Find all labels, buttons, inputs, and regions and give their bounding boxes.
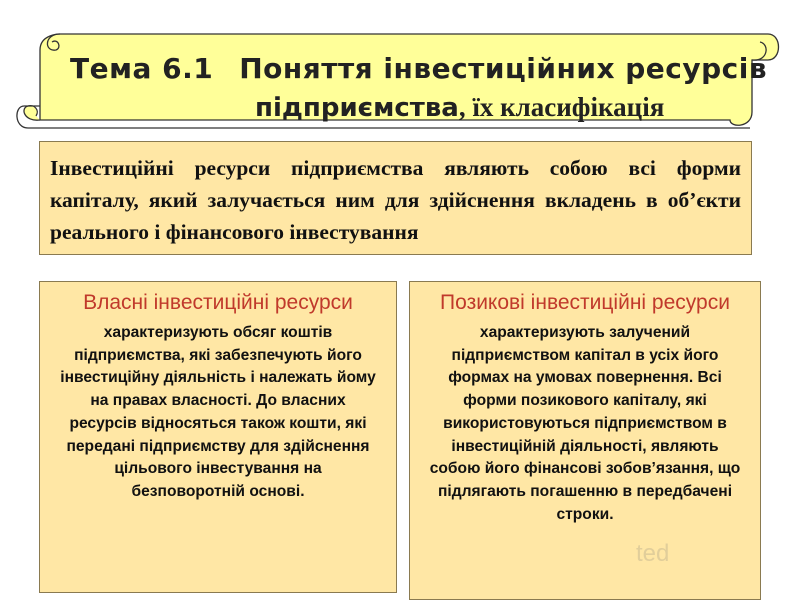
page-title-line2	[255, 92, 664, 123]
topic-number: Тема 6.1	[70, 52, 214, 85]
page-title-line1	[70, 52, 767, 85]
definition-box: Інвестиційні ресурси підприємства являють собою всі форми капіталу, який залучається ним для здійснення вкладень в об’єкти реального і фінансового інвестування	[39, 141, 752, 255]
own-resources-box	[39, 281, 397, 593]
own-resources-text: характеризують обсяг коштів підприємства, які забезпечують його інвестиційну діяльність і належать йому на правах власності. До власних ресурсів відносяться також кошти, які передані підприємству для здійснення цільового інвестування на безповоротній основі.	[60, 324, 376, 500]
borrowed-resources-box	[409, 281, 761, 600]
watermark: ted	[636, 540, 670, 567]
title-enterprise: підприємства	[255, 93, 459, 123]
title-classification: , їх класифікація	[458, 92, 665, 122]
borrowed-resources-title: Позикові інвестиційні ресурси	[440, 291, 730, 314]
own-resources-title: Власні інвестиційні ресурси	[83, 291, 353, 314]
borrowed-resources-text: характеризують залучений підприємством капітал в усіх його формах на умовах повернення. Всі форми позикового капіталу, які використовуються підприємством в інвестиційній діяльності, являють собою його фінансові зобов’язання, що підлягають погашенню в передбачені строки.	[429, 324, 741, 523]
title-text: Поняття інвестиційних ресурсів	[239, 52, 768, 85]
